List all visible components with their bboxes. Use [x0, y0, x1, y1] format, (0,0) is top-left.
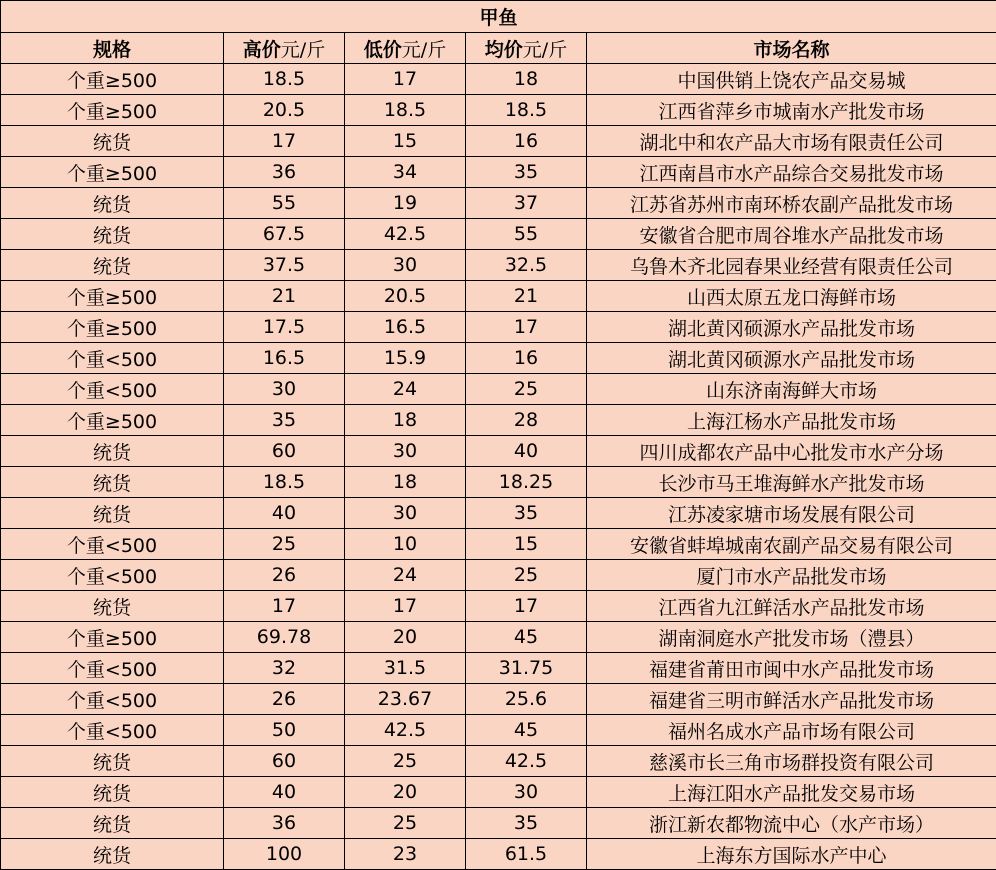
header-low-label: 低价	[364, 39, 402, 61]
table-row	[1, 808, 996, 839]
cell-high: 36	[224, 808, 345, 839]
cell-market: 江西省九江鲜活水产品批发市场	[587, 591, 996, 622]
cell-avg: 32.5	[466, 250, 587, 281]
cell-spec: 个重<500	[1, 374, 224, 405]
cell-spec: 个重<500	[1, 684, 224, 715]
table-row	[1, 839, 996, 870]
cell-high: 32	[224, 653, 345, 684]
header-high-unit: 元/斤	[281, 39, 325, 61]
cell-low: 20	[345, 622, 466, 653]
cell-low: 18	[345, 405, 466, 436]
cell-avg: 17	[466, 591, 587, 622]
cell-avg: 31.75	[466, 653, 587, 684]
table-row	[1, 436, 996, 467]
cell-market: 江西省萍乡市城南水产批发市场	[587, 95, 996, 126]
cell-high: 16.5	[224, 343, 345, 374]
cell-high: 20.5	[224, 95, 345, 126]
cell-market: 湖北中和农产品大市场有限责任公司	[587, 126, 996, 157]
cell-high: 17	[224, 126, 345, 157]
cell-low: 23	[345, 839, 466, 870]
cell-avg: 18.25	[466, 467, 587, 498]
cell-spec: 个重≥500	[1, 622, 224, 653]
cell-spec: 统货	[1, 839, 224, 870]
cell-market: 江苏省苏州市南环桥农副产品批发市场	[587, 188, 996, 219]
cell-market: 上海江阳水产品批发交易市场	[587, 777, 996, 808]
cell-low: 19	[345, 188, 466, 219]
cell-spec: 个重≥500	[1, 312, 224, 343]
cell-low: 42.5	[345, 715, 466, 746]
cell-market: 长沙市马王堆海鲜水产批发市场	[587, 467, 996, 498]
cell-low: 25	[345, 808, 466, 839]
table-row	[1, 684, 996, 715]
cell-low: 23.67	[345, 684, 466, 715]
table-row	[1, 622, 996, 653]
cell-low: 10	[345, 529, 466, 560]
table-row	[1, 715, 996, 746]
table-row	[1, 188, 996, 219]
cell-market: 上海江杨水产品批发市场	[587, 405, 996, 436]
cell-high: 37.5	[224, 250, 345, 281]
cell-spec: 个重≥500	[1, 95, 224, 126]
cell-high: 40	[224, 777, 345, 808]
table-row	[1, 250, 996, 281]
cell-avg: 28	[466, 405, 587, 436]
cell-high: 26	[224, 560, 345, 591]
cell-spec: 个重≥500	[1, 281, 224, 312]
table-row	[1, 467, 996, 498]
cell-high: 26	[224, 684, 345, 715]
header-avg-label: 均价	[485, 39, 523, 61]
cell-low: 30	[345, 250, 466, 281]
cell-avg: 25	[466, 560, 587, 591]
cell-spec: 统货	[1, 219, 224, 250]
cell-market: 湖南洞庭水产批发市场（澧县）	[587, 622, 996, 653]
cell-avg: 15	[466, 529, 587, 560]
cell-spec: 个重≥500	[1, 157, 224, 188]
header-low-unit: 元/斤	[402, 39, 446, 61]
cell-market: 江苏凌家塘市场发展有限公司	[587, 498, 996, 529]
cell-avg: 16	[466, 343, 587, 374]
cell-high: 69.78	[224, 622, 345, 653]
header-low	[345, 33, 466, 64]
table-row	[1, 498, 996, 529]
table-row	[1, 95, 996, 126]
cell-low: 17	[345, 64, 466, 95]
cell-avg: 21	[466, 281, 587, 312]
header-avg-unit: 元/斤	[523, 39, 567, 61]
cell-low: 24	[345, 560, 466, 591]
cell-avg: 18.5	[466, 95, 587, 126]
header-avg	[466, 33, 587, 64]
table-row	[1, 746, 996, 777]
cell-avg: 35	[466, 157, 587, 188]
cell-high: 100	[224, 839, 345, 870]
cell-avg: 17	[466, 312, 587, 343]
cell-high: 60	[224, 436, 345, 467]
cell-avg: 25	[466, 374, 587, 405]
cell-avg: 45	[466, 622, 587, 653]
cell-market: 四川成都农产品中心批发市水产分场	[587, 436, 996, 467]
cell-high: 67.5	[224, 219, 345, 250]
cell-avg: 61.5	[466, 839, 587, 870]
cell-market: 福州名成水产品市场有限公司	[587, 715, 996, 746]
cell-high: 25	[224, 529, 345, 560]
cell-high: 18.5	[224, 467, 345, 498]
cell-market: 浙江新农都物流中心（水产市场）	[587, 808, 996, 839]
table-row	[1, 560, 996, 591]
cell-spec: 个重<500	[1, 343, 224, 374]
cell-avg: 35	[466, 808, 587, 839]
cell-spec: 个重<500	[1, 715, 224, 746]
header-market: 市场名称	[587, 33, 996, 64]
table-row	[1, 777, 996, 808]
cell-avg: 25.6	[466, 684, 587, 715]
cell-high: 17	[224, 591, 345, 622]
header-row	[1, 33, 996, 64]
cell-spec: 统货	[1, 188, 224, 219]
cell-low: 16.5	[345, 312, 466, 343]
cell-avg: 18	[466, 64, 587, 95]
cell-low: 31.5	[345, 653, 466, 684]
cell-low: 34	[345, 157, 466, 188]
table-row	[1, 343, 996, 374]
cell-low: 24	[345, 374, 466, 405]
table-row	[1, 64, 996, 95]
cell-high: 60	[224, 746, 345, 777]
cell-low: 17	[345, 591, 466, 622]
table-row	[1, 157, 996, 188]
cell-low: 30	[345, 498, 466, 529]
cell-low: 20	[345, 777, 466, 808]
cell-spec: 统货	[1, 498, 224, 529]
cell-spec: 统货	[1, 746, 224, 777]
table-body	[1, 64, 996, 870]
cell-market: 江西南昌市水产品综合交易批发市场	[587, 157, 996, 188]
cell-market: 山东济南海鲜大市场	[587, 374, 996, 405]
cell-spec: 个重≥500	[1, 405, 224, 436]
table-row	[1, 312, 996, 343]
cell-market: 山西太原五龙口海鲜市场	[587, 281, 996, 312]
cell-market: 福建省三明市鲜活水产品批发市场	[587, 684, 996, 715]
cell-spec: 统货	[1, 250, 224, 281]
cell-market: 湖北黄冈硕源水产品批发市场	[587, 312, 996, 343]
cell-high: 50	[224, 715, 345, 746]
cell-high: 40	[224, 498, 345, 529]
cell-spec: 统货	[1, 126, 224, 157]
title-row	[1, 1, 996, 33]
cell-market: 安徽省合肥市周谷堆水产品批发市场	[587, 219, 996, 250]
cell-avg: 37	[466, 188, 587, 219]
cell-high: 18.5	[224, 64, 345, 95]
cell-spec: 个重<500	[1, 560, 224, 591]
cell-market: 乌鲁木齐北园春果业经营有限责任公司	[587, 250, 996, 281]
cell-spec: 个重<500	[1, 529, 224, 560]
cell-spec: 个重≥500	[1, 64, 224, 95]
cell-market: 湖北黄冈硕源水产品批发市场	[587, 343, 996, 374]
header-spec: 规格	[1, 33, 224, 64]
table-row	[1, 591, 996, 622]
cell-avg: 55	[466, 219, 587, 250]
cell-market: 厦门市水产品批发市场	[587, 560, 996, 591]
table-row	[1, 126, 996, 157]
cell-avg: 45	[466, 715, 587, 746]
cell-low: 18	[345, 467, 466, 498]
cell-market: 上海东方国际水产中心	[587, 839, 996, 870]
cell-high: 36	[224, 157, 345, 188]
table-row	[1, 374, 996, 405]
cell-low: 25	[345, 746, 466, 777]
cell-low: 30	[345, 436, 466, 467]
cell-high: 35	[224, 405, 345, 436]
cell-market: 福建省莆田市闽中水产品批发市场	[587, 653, 996, 684]
cell-spec: 统货	[1, 808, 224, 839]
cell-low: 20.5	[345, 281, 466, 312]
cell-avg: 40	[466, 436, 587, 467]
cell-avg: 16	[466, 126, 587, 157]
cell-spec: 个重<500	[1, 653, 224, 684]
cell-high: 17.5	[224, 312, 345, 343]
cell-market: 慈溪市长三角市场群投资有限公司	[587, 746, 996, 777]
cell-market: 中国供销上饶农产品交易城	[587, 64, 996, 95]
header-high-label: 高价	[243, 39, 281, 61]
cell-avg: 35	[466, 498, 587, 529]
cell-high: 55	[224, 188, 345, 219]
table-row	[1, 405, 996, 436]
cell-high: 21	[224, 281, 345, 312]
header-high	[224, 33, 345, 64]
cell-low: 15	[345, 126, 466, 157]
cell-low: 42.5	[345, 219, 466, 250]
cell-low: 15.9	[345, 343, 466, 374]
table-title: 甲鱼	[1, 1, 996, 33]
cell-avg: 42.5	[466, 746, 587, 777]
cell-spec: 统货	[1, 777, 224, 808]
cell-market: 安徽省蚌埠城南农副产品交易有限公司	[587, 529, 996, 560]
table-row	[1, 529, 996, 560]
cell-low: 18.5	[345, 95, 466, 126]
cell-high: 30	[224, 374, 345, 405]
cell-spec: 统货	[1, 467, 224, 498]
cell-avg: 30	[466, 777, 587, 808]
table-row	[1, 653, 996, 684]
cell-spec: 统货	[1, 591, 224, 622]
cell-spec: 统货	[1, 436, 224, 467]
table-row	[1, 281, 996, 312]
table-row	[1, 219, 996, 250]
